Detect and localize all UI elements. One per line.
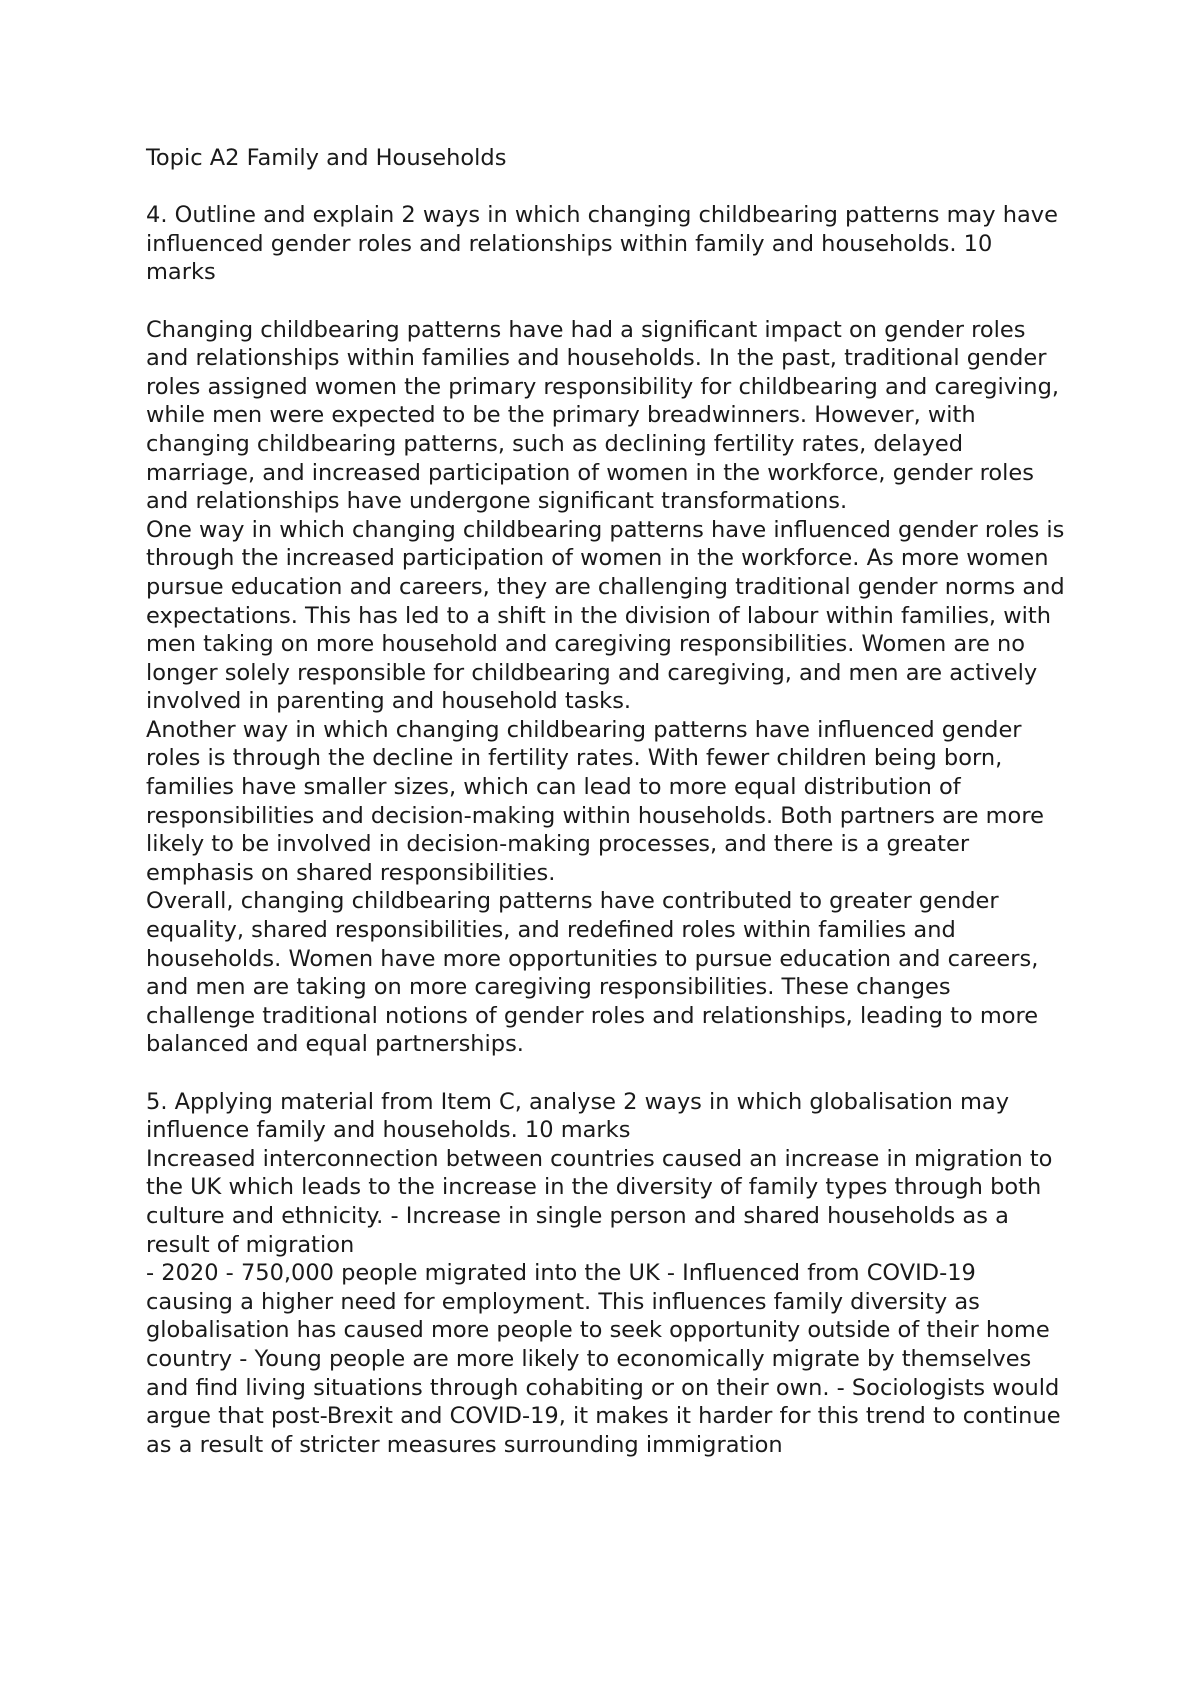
- q4-answer-paragraph: Changing childbearing patterns have had a significant impact on gender roles and relationships within families and households. In the past, traditional gender roles assigned women the primary responsibility for childbearing and caregiving, while men were expected to be the primary breadwinners. However, with changing childbearing patterns, such as declining fertility rates, delayed marriage, and increased participation of women in the workforce, gender roles and relationships have undergone significant transformations.: [146, 316, 1059, 515]
- document-page: [146, 144, 1066, 1459]
- question-5: 5. Applying material from Item C, analyse 2 ways in which globalisation may influence family and households. 10 marks: [146, 1088, 1010, 1144]
- q4-answer-paragraph: Overall, changing childbearing patterns have contributed to greater gender equality, shared responsibilities, and redefined roles within families and households. Women have more opportunities to pursue education and careers, and men are taking on more caregiving responsibilities. These changes challenge traditional notions of gender roles and relationships, leading to more balanced and equal partnerships.: [146, 888, 1039, 1058]
- q5-answer-paragraph: Increased interconnection between countries caused an increase in migration to the UK which leads to the increase in the diversity of family types through both culture and ethnicity. - Increase in single person and shared households as a result of migration: [146, 1145, 1053, 1258]
- q4-answer-paragraph: Another way in which changing childbearing patterns have influenced gender roles is through the decline in fertility rates. With fewer children being born, families have smaller sizes, which can lead to more equal distribution of responsibilities and decision-making within households. Both partners are more likely to be involved in decision-making processes, and there is a greater emphasis on shared responsibilities.: [146, 716, 1044, 886]
- spacer: [146, 173, 1066, 202]
- question-4: 4. Outline and explain 2 ways in which changing childbearing patterns may have influenced gender roles and relationships within family and households. 10 marks: [146, 202, 1058, 286]
- spacer: [146, 1059, 1066, 1088]
- spacer: [146, 287, 1066, 316]
- q4-answer-paragraph: One way in which changing childbearing patterns have influenced gender roles is through the increased participation of women in the workforce. As more women pursue education and careers, they are challenging traditional gender norms and expectations. This has led to a shift in the division of labour within families, with men taking on more household and caregiving responsibilities. Women are no longer solely responsible for childbearing and caregiving, and men are actively involved in parenting and household tasks.: [146, 516, 1065, 715]
- document-title: Topic A2 Family and Households: [146, 145, 507, 171]
- q5-answer-paragraph: - 2020 - 750,000 people migrated into the UK - Influenced from COVID-19 causing a higher need for employment. This influences family diversity as globalisation has caused more people to seek opportunity outside of their home country - Young people are more likely to economically migrate by themselves and find living situations through cohabiting or on their own. - Sociologists would argue that post-Brexit and COVID-19, it makes it harder for this trend to continue as a result of stricter measures surrounding immigration: [146, 1260, 1061, 1458]
